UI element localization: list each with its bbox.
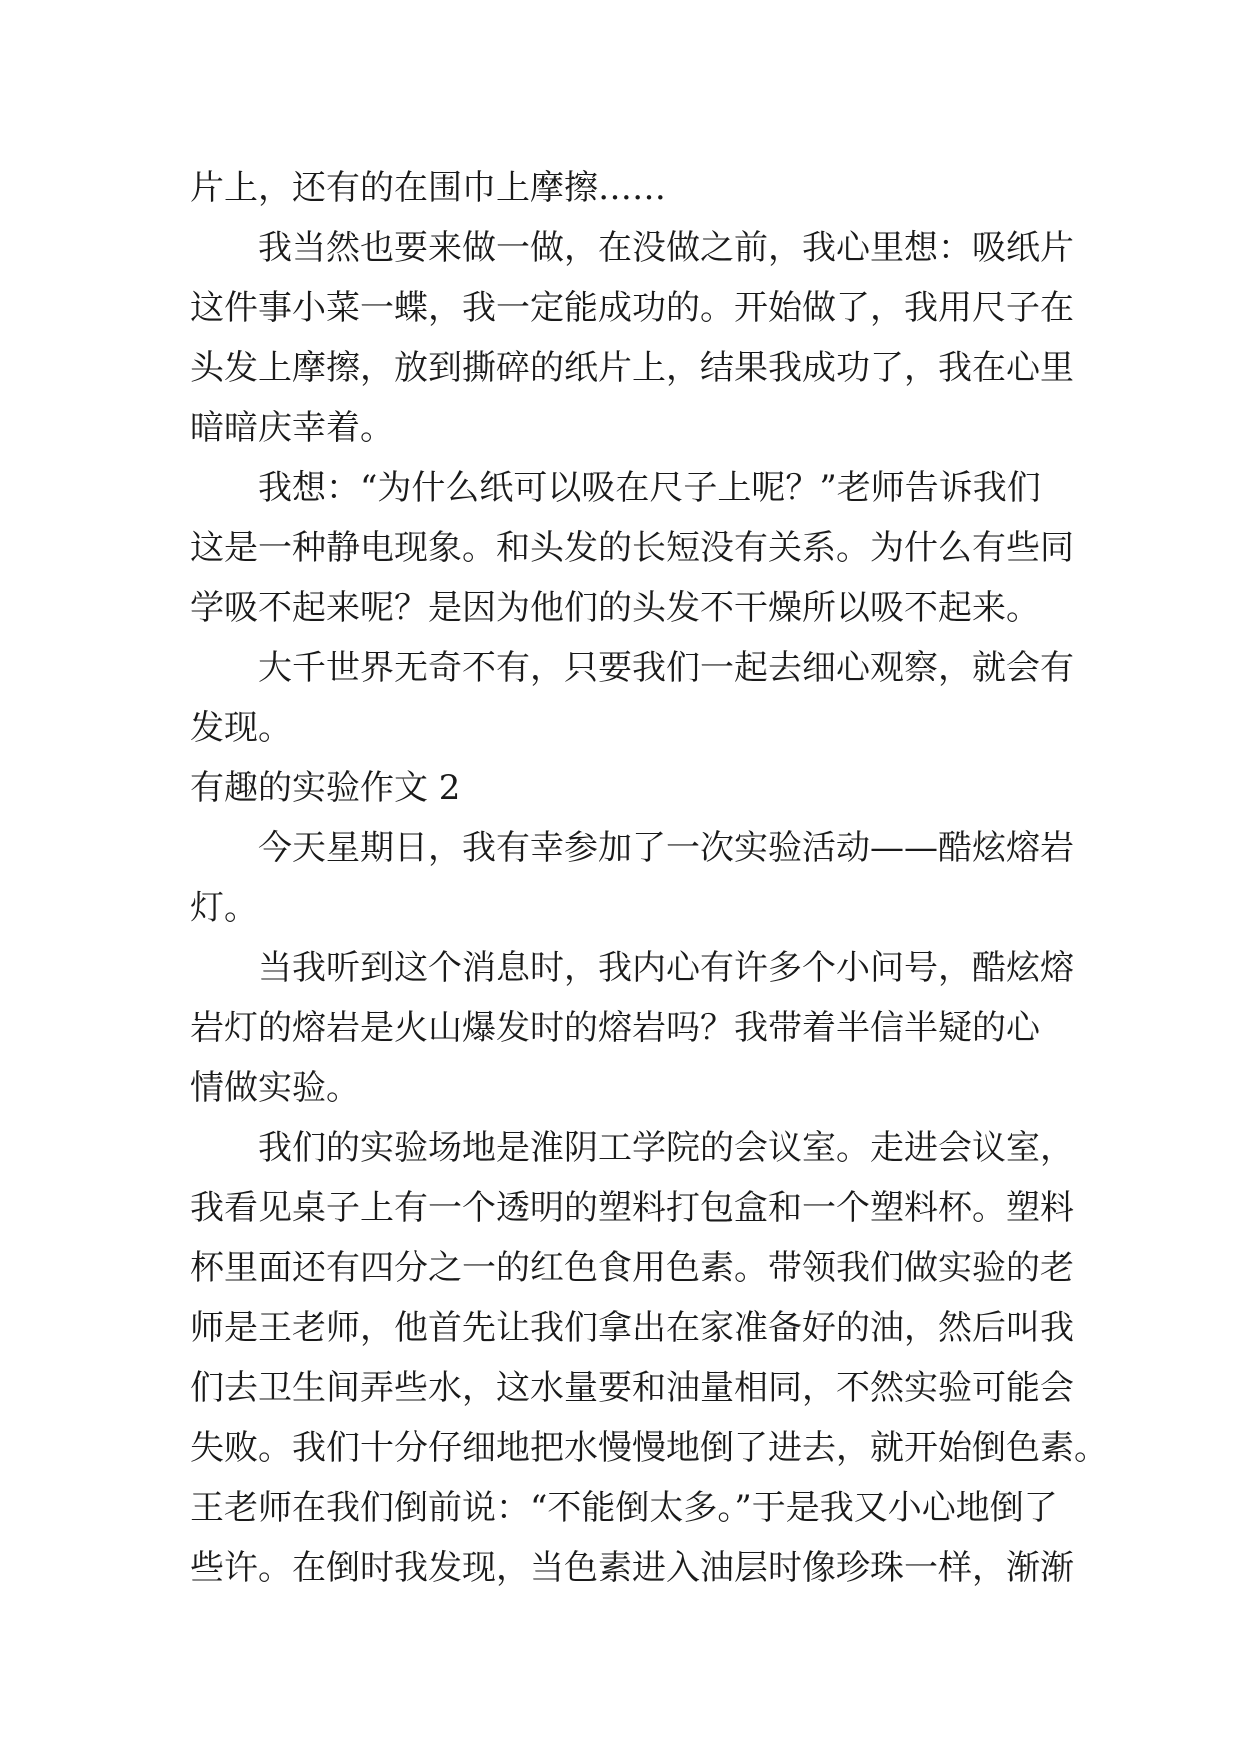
text-line: 发现。 xyxy=(190,708,292,748)
text-line: 情做实验。 xyxy=(190,1068,360,1108)
text-line: 师是王老师，他首先让我们拿出在家准备好的油，然后叫我 xyxy=(190,1308,1074,1348)
text-line: 王老师在我们倒前说：“不能倒太多。”于是我又小心地倒了 xyxy=(190,1488,1058,1528)
text-line: 岩灯的熔岩是火山爆发时的熔岩吗？我带着半信半疑的心 xyxy=(190,1008,1040,1048)
text-line: 这件事小菜一蝶，我一定能成功的。开始做了，我用尺子在 xyxy=(190,288,1074,328)
text-line: 我看见桌子上有一个透明的塑料打包盒和一个塑料杯。塑料 xyxy=(190,1188,1074,1228)
text-line: 头发上摩擦，放到撕碎的纸片上，结果我成功了，我在心里 xyxy=(190,348,1074,388)
document-body xyxy=(190,158,1108,1598)
text-line: 片上，还有的在围巾上摩擦…… xyxy=(190,168,666,208)
text-line: 我当然也要来做一做，在没做之前，我心里想：吸纸片 xyxy=(258,228,1074,268)
text-line: 今天星期日，我有幸参加了一次实验活动——酷炫熔岩 xyxy=(258,828,1074,868)
text-line: 大千世界无奇不有，只要我们一起去细心观察，就会有 xyxy=(258,648,1074,688)
text-line: 我们的实验场地是淮阴工学院的会议室。走进会议室， xyxy=(258,1128,1074,1168)
text-line: 些许。在倒时我发现，当色素进入油层时像珍珠一样，渐渐 xyxy=(190,1548,1074,1588)
text-line: 当我听到这个消息时，我内心有许多个小问号，酷炫熔 xyxy=(258,948,1074,988)
text-line: 失败。我们十分仔细地把水慢慢地倒了进去，就开始倒色素。 xyxy=(190,1428,1108,1468)
text-line: 这是一种静电现象。和头发的长短没有关系。为什么有些同 xyxy=(190,528,1074,568)
text-line: 们去卫生间弄些水，这水量要和油量相同，不然实验可能会 xyxy=(190,1368,1074,1408)
text-line: 灯。 xyxy=(190,888,258,928)
text-line: 暗暗庆幸着。 xyxy=(190,408,394,448)
text-line: 我想：“为什么纸可以吸在尺子上呢？”老师告诉我们 xyxy=(258,468,1041,508)
section-heading: 有趣的实验作文 2 xyxy=(190,768,461,808)
text-line: 学吸不起来呢？是因为他们的头发不干燥所以吸不起来。 xyxy=(190,588,1040,628)
text-line: 杯里面还有四分之一的红色食用色素。带领我们做实验的老 xyxy=(190,1248,1074,1288)
